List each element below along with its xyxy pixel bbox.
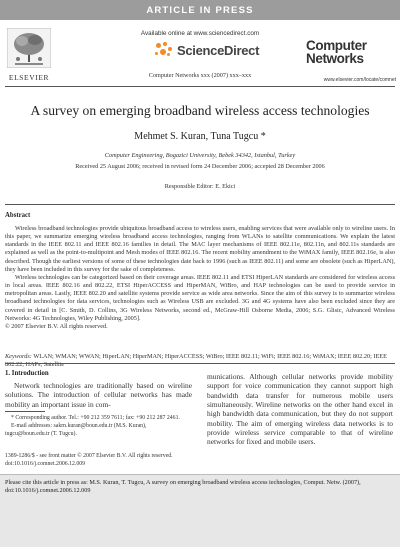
sciencedirect-dots-icon [154,41,174,59]
abstract-top-divider [5,204,395,205]
citation-box [0,474,400,547]
received-dates: Received 25 August 2006; received in revised form 24 December 2006; accepted 28 December 2006 [75,163,325,170]
citation-text: Please cite this article in press as: M.S. Kuran, T. Tugcu, A survey on emerging broadband wireless access technologies, Comput. Netw. (2007), doi:10.1016/j.comnet.2006.12.009 [5,479,361,495]
journal-url[interactable]: www.elsevier.com/locate/comnet [323,77,396,83]
abstract-heading: Abstract [5,212,31,219]
paper-title: A survey on emerging broadband wireless access technologies [30,103,370,118]
paper-authors: Mehmet S. Kuran, Tuna Tugcu * [134,131,266,142]
journal-logo [306,39,396,65]
email-addresses-note[interactable]: E-mail addresses: sakrn.kuran@boun.edu.tr (M.S. Kuran), tugcu@boun.edu.tr (T. Tugcu). [5,423,147,437]
footnote-divider [5,411,45,412]
author-affiliation: Computer Engineering, Bogazici University, Bebek 34342, Istanbul, Turkey [104,152,296,159]
journal-citation-line: Computer Networks xxx (2007) xxx–xxx [148,72,252,79]
keywords-divider [5,363,395,364]
header-divider [5,86,395,87]
journal-logo-line1: Computer [306,38,367,53]
article-in-press-banner: ARTICLE IN PRESS [0,0,400,20]
abstract-copyright: © 2007 Elsevier B.V. All rights reserved. [5,322,108,330]
doi-line[interactable]: doi:10.1016/j.comnet.2006.12.009 [5,461,86,468]
introduction-heading: 1. Introduction [5,370,49,377]
available-online-text: Available online at www.sciencedirect.com [140,30,260,37]
publisher-label: ELSEVIER [8,73,50,82]
sciencedirect-logo [154,40,259,60]
keywords-label: Keywords: [5,353,32,360]
journal-logo-line2: Networks [306,51,364,66]
issn-block [5,452,305,468]
journal-header [0,20,400,84]
issn-line: 1389-1286/$ - see front matter © 2007 Elsevier B.V. All rights reserved. [5,453,173,459]
keywords [5,353,395,369]
abstract-paragraph-2: Wireless technologies can be categorized based on their coverage areas. IEEE 802.11 and ETSI HiperLAN standards are considered for wireless access in local areas. IEEE 802.16 and 802.22, ETSI HiperACCESS and HiperMAN, WiBro, and HAP technologies can be used to provide service in metropolitan areas. Lastly, IEEE 802.20 and satellite systems provide service as wide area networks. Since the aim of this survey is to summarize wireless broadband technologies for data services, technologies such as Wireless USB are excluded. 3G and 4G systems have also been excluded since they are covered in detail in [C. Smith, D. Collins, 3G Wireless Networks, second ed., McGraw-Hill Osborne Media, 2006; S.G. Glisic, Advanced Wireless Networks: 4G Technologies, Wiley Publishing, 2005]. [5,273,395,322]
abstract-body [5,225,395,331]
corresponding-author-note: * Corresponding author. Tel.: +90 212 359 7611; fax: +90 212 287 2461. [11,415,180,421]
introduction-right-paragraph: munications. Although cellular networks provide mobility support for voice communication they cannot support high bandwidth data transfer for numerous mobile users simultaneously. Wireline networks on the other hand excel in high bandwidth data communication, but they do not support mobility. The aim of emerging wireless data networks is to provide wireless service comparable to that of wireline networks for fixed and mobile users. [207,372,393,447]
footnotes [5,414,192,438]
abstract-paragraph-1: Wireless broadband technologies provide ubiquitous broadband access to wireless users, enabling services that were available only to wireline users. In this paper, we summarize emerging wireless broadband access technologies, ranging from WLANs to satellite communications. We explain the latest standards in the IEEE 802.11 and IEEE 802.16 families in detail. The MAC layer mechanisms of IEEE 802.11e, 802.11n, and 802.11s standards are explained as well as the point-to-multipoint and Mesh modes of IEEE 802.16. The recent mobility amendment to the WiMAX family, IEEE 802.16e, is also described. Though the earliest versions of some of these technologies date back to 1996 (such as IEEE 802.11) and some are obsolete (such as HiperLAN), they have been included in this survey for the sake of completeness. [5,225,396,273]
responsible-editor: Responsible Editor: E. Ekici [164,183,236,190]
sciencedirect-logo-text: ScienceDirect [177,42,260,58]
introduction-left-paragraph: Network technologies are traditionally based on wireline solutions. The introduction of cellular networks has made mobility an important issue in com- [5,381,192,409]
keywords-text: WLAN; WMAN; WWAN; HiperLAN; HiperMAN; HiperACCESS; WiBro; IEEE 802.11; WiFi; IEEE 802.16; WiMAX; IEEE 802.20; IEEE 802.22; HAPs; Satellite [5,353,387,369]
